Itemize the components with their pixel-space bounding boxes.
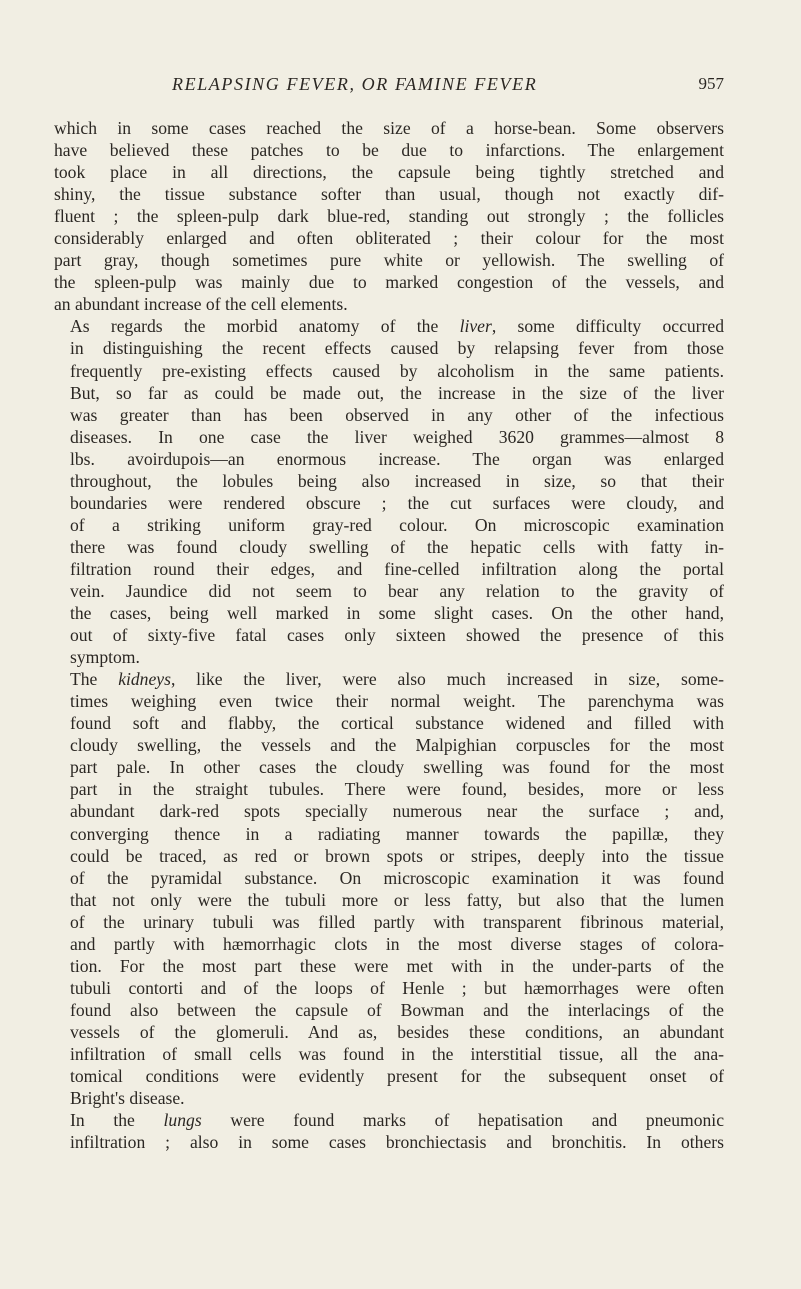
text-line: which in some cases reached the size of a horse-bean. Some observers xyxy=(54,118,724,138)
text-line: diseases. In one case the liver weighed 3620 grammes—almost 8 xyxy=(70,426,724,447)
paragraph-lungs xyxy=(54,1109,724,1153)
text-line: infiltration of small cells was found in the interstitial tissue, all the ana- xyxy=(70,1043,724,1064)
emphasis-liver: liver xyxy=(459,316,492,337)
text-line: lbs. avoirdupois—an enormous increase. The organ was enlarged xyxy=(70,448,724,469)
text-line xyxy=(54,315,724,337)
text-line: found soft and flabby, the cortical substance widened and filled with xyxy=(70,713,724,734)
text-line: fluent ; the spleen-pulp dark blue-red, standing out strongly ; the follicles xyxy=(54,206,724,227)
text-line: boundaries were rendered obscure ; the cut surfaces were cloudy, and xyxy=(70,492,724,513)
text-line: converging thence in a radiating manner towards the papillæ, they xyxy=(70,823,724,844)
text-line: shiny, the tissue substance softer than usual, though not exactly dif- xyxy=(54,184,724,205)
text-line: But, so far as could be made out, the increase in the size of the liver xyxy=(70,382,724,403)
text-line: infiltration ; also in some cases bronchiectasis and bronchitis. In others xyxy=(70,1132,724,1153)
text-run: , some difficulty occurred xyxy=(491,316,724,337)
text-line: that not only were the tubuli more or less fatty, but also that the lumen xyxy=(70,889,724,910)
text-line: of a striking uniform gray-red colour. On microscopic examination xyxy=(70,514,724,535)
text-line: frequently pre-existing effects caused by alcoholism in the same patients. xyxy=(70,360,724,381)
text-line: in distinguishing the recent effects caused by relapsing fever from those xyxy=(70,338,724,359)
page-header xyxy=(0,74,801,96)
text-line: times weighing even twice their normal weight. The parenchyma was xyxy=(70,691,724,712)
text-run: The xyxy=(70,669,119,690)
text-line: considerably enlarged and often obliterated ; their colour for the most xyxy=(54,228,724,249)
text-line: of the pyramidal substance. On microscopic examination it was found xyxy=(70,867,724,888)
text-line: part pale. In other cases the cloudy swelling was found for the most xyxy=(70,757,724,778)
text-line: was greater than has been observed in any other of the infectious xyxy=(70,404,724,425)
text-line: of the urinary tubuli was filled partly with transparent fibrinous material, xyxy=(70,911,724,932)
emphasis-kidneys: kidneys xyxy=(118,669,171,690)
text-line: tion. For the most part these were met with in the under-parts of the xyxy=(70,955,724,976)
text-line: symptom. xyxy=(70,647,140,668)
text-line xyxy=(54,1109,724,1131)
text-line: part gray, though sometimes pure white or yellowish. The swelling of xyxy=(54,250,724,271)
text-run: , like the liver, were also much increased in size, some- xyxy=(170,669,724,690)
paragraph-liver xyxy=(54,315,724,668)
text-line: part in the straight tubules. There were found, besides, more or less xyxy=(70,779,724,800)
text-run: were found marks of hepatisation and pneumonic xyxy=(201,1110,725,1131)
text-line: vein. Jaundice did not seem to bear any relation to the gravity of xyxy=(70,580,724,601)
text-line xyxy=(54,668,724,690)
text-run: As regards the morbid anatomy of the xyxy=(70,316,460,337)
text-line: tubuli contorti and of the loops of Henle ; but hæmorrhages were often xyxy=(70,977,724,998)
text-line: could be traced, as red or brown spots or stripes, deeply into the tissue xyxy=(70,845,724,866)
text-line: filtration round their edges, and fine-celled infiltration along the portal xyxy=(70,558,724,579)
text-run: In the xyxy=(70,1110,164,1131)
text-line: have believed these patches to be due to infarctions. The enlargement xyxy=(54,140,724,161)
text-line: there was found cloudy swelling of the hepatic cells with fatty in- xyxy=(70,536,724,557)
text-line: found also between the capsule of Bowman and the interlacings of the xyxy=(70,999,724,1020)
text-line: and partly with hæmorrhagic clots in the most diverse stages of colora- xyxy=(70,933,724,954)
text-line: abundant dark-red spots specially numerous near the surface ; and, xyxy=(70,801,724,822)
text-line: the spleen-pulp was mainly due to marked congestion of the vessels, and xyxy=(54,272,724,293)
paragraph-spleen xyxy=(54,117,724,315)
text-line: tomical conditions were evidently present for the subsequent onset of xyxy=(70,1066,724,1087)
paragraph-kidneys xyxy=(54,668,724,1109)
running-head: RELAPSING FEVER, OR FAMINE FEVER xyxy=(172,74,538,94)
text-line: throughout, the lobules being also increased in size, so that their xyxy=(70,470,724,491)
body-text xyxy=(54,117,724,1153)
text-line: took place in all directions, the capsule being tightly stretched and xyxy=(54,162,724,183)
text-line: Bright's disease. xyxy=(70,1088,185,1109)
text-line: vessels of the glomeruli. And as, besides these conditions, an abundant xyxy=(70,1021,724,1042)
text-line: the cases, being well marked in some slight cases. On the other hand, xyxy=(70,603,724,624)
text-line: cloudy swelling, the vessels and the Malpighian corpuscles for the most xyxy=(70,735,724,756)
text-line: an abundant increase of the cell elements. xyxy=(54,294,348,315)
page-number: 957 xyxy=(698,74,724,93)
emphasis-lungs: lungs xyxy=(163,1110,202,1131)
text-line: out of sixty-five fatal cases only sixteen showed the presence of this xyxy=(70,625,724,646)
